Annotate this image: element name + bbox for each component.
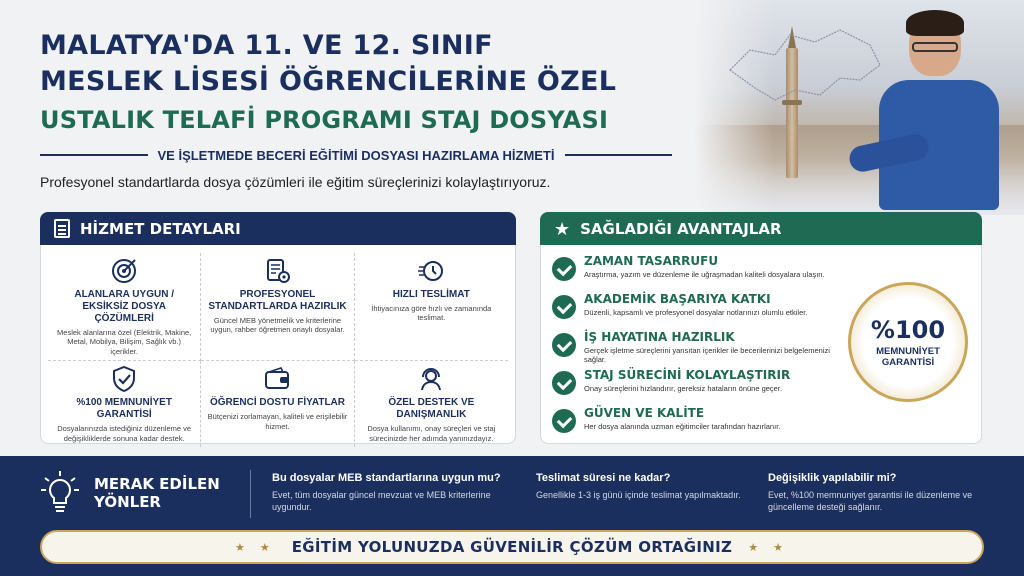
- tagline: Profesyonel standartlarda dosya çözümleri ile eğitim süreçlerinizi kolaylaştırıyoruz.: [40, 174, 551, 190]
- faq-item: [536, 472, 776, 502]
- stars-decoration-right: ★ ★: [748, 541, 789, 554]
- service-desc: Güncel MEB yönetmelik ve kriterlerine uygun, rahber öğretmen onaylı dosyalar.: [210, 316, 345, 335]
- faq-question: Teslimat süresi ne kadar?: [536, 472, 671, 484]
- star-icon: ★: [554, 218, 571, 239]
- service-item: [355, 253, 508, 361]
- faq-divider: [250, 470, 251, 518]
- check-circle-icon: [552, 333, 576, 357]
- service-item: [48, 361, 201, 447]
- faq-item: [272, 472, 512, 513]
- advantage-title: AKADEMİK BAŞARIYA KATKI: [584, 292, 771, 306]
- service-title: ÖZEL DESTEK VE DANIŞMANLIK: [388, 397, 475, 421]
- service-title: HIZLI TESLİMAT: [392, 289, 470, 300]
- title-line-3: USTALIK TELAFİ PROGRAMI STAJ DOSYASI: [40, 106, 609, 134]
- document-gear-icon: [262, 257, 292, 285]
- advantage-item: [552, 368, 842, 406]
- faq-item: [768, 472, 1008, 513]
- services-title: HİZMET DETAYLARI: [80, 219, 241, 238]
- faq-header: [40, 468, 240, 518]
- advantage-desc: Onay süreçlerini hızlandırır, gereksiz hataların önüne geçer.: [584, 384, 783, 393]
- satisfaction-badge: [848, 282, 968, 402]
- advantage-item: [552, 330, 842, 368]
- title-line-1: MALATYA'DA 11. VE 12. SINIF: [40, 30, 493, 61]
- advantage-desc: Her dosya alanında uzman eğitimciler tarafından hazırlanır.: [584, 422, 781, 431]
- document-icon: [54, 219, 70, 238]
- faq-answer: Evet, tüm dosyalar güncel mevzuat ve MEB kriterlerine uygundur.: [272, 490, 491, 512]
- advantage-desc: Düzenli, kapsamlı ve profesyonel dosyalar notlarınızı olumlu etkiler.: [584, 308, 808, 317]
- service-item: [48, 253, 201, 361]
- advantage-title: ZAMAN TASARRUFU: [584, 254, 719, 268]
- advantage-desc: Araştırma, yazım ve düzenleme ile uğraşmadan kaliteli dosyalara ulaşın.: [584, 270, 825, 279]
- service-item: [201, 253, 354, 361]
- lightbulb-icon: [40, 470, 80, 516]
- advantage-title: STAJ SÜRECİNİ KOLAYLAŞTIRIR: [584, 368, 791, 382]
- advantages-header: [540, 212, 982, 245]
- advantage-item: [552, 292, 842, 330]
- divider-line: [565, 154, 673, 156]
- check-circle-icon: [552, 409, 576, 433]
- footer-slogan: EĞİTİM YOLUNUZDA GÜVENİLİR ÇÖZÜM ORTAĞINIZ: [291, 538, 733, 556]
- headset-icon: [416, 365, 446, 393]
- service-title: %100 MEMNUNİYET GARANTİSİ: [76, 397, 172, 421]
- badge-percent: %100: [870, 315, 946, 344]
- footer-slogan-bar: [40, 530, 984, 564]
- fast-clock-icon: [416, 257, 446, 285]
- divider-line: [40, 154, 148, 156]
- service-desc: Dosyalarınızda istediğiniz düzenleme ve değişikliklerde sonuna kadar destek.: [57, 424, 192, 443]
- shield-check-icon: [109, 365, 139, 393]
- service-item: [355, 361, 508, 447]
- service-desc: Meslek alanlarına özel (Elektrik, Makine, Metal, Mobilya, Bilişim, Sağlık vb.) içerikler.: [57, 328, 192, 356]
- services-header: [40, 212, 516, 245]
- advantage-item: [552, 406, 842, 444]
- advantages-title: SAĞLADIĞI AVANTAJLAR: [580, 219, 782, 238]
- faq-question: Bu dosyalar MEB standartlarına uygun mu?: [272, 472, 501, 484]
- subtitle: VE İŞLETMEDE BECERİ EĞİTİMİ DOSYASI HAZIRLAMA HİZMETİ: [157, 147, 555, 163]
- faq-title: MERAK EDİLEN YÖNLER: [94, 475, 220, 511]
- check-circle-icon: [552, 295, 576, 319]
- malatya-map-outline: [720, 20, 890, 110]
- wallet-icon: [262, 365, 292, 393]
- stars-decoration-left: ★ ★: [234, 541, 276, 554]
- advantage-title: İŞ HAYATINA HAZIRLIK: [584, 330, 735, 344]
- faq-question: Değişiklik yapılabilir mi?: [768, 472, 897, 484]
- service-item: [201, 361, 354, 447]
- service-desc: Bütçenizi zorlamayan, kaliteli ve erişilebilir hizmet.: [207, 412, 348, 431]
- faq-answer: Genellikle 1-3 iş günü içinde teslimat yapılmaktadır.: [536, 490, 741, 500]
- service-desc: İhtiyacınıza göre hızlı ve zamanında teslimat.: [371, 304, 492, 323]
- check-circle-icon: [552, 371, 576, 395]
- subtitle-row: [40, 145, 672, 165]
- target-icon: [109, 257, 139, 285]
- services-grid: [48, 253, 508, 443]
- service-title: ÖĞRENCİ DOSTU FİYATLAR: [209, 397, 345, 409]
- check-circle-icon: [552, 257, 576, 281]
- service-desc: Dosya kullanımı, onay süreçleri ve staj sürecinizde her adımda yanınızdayız.: [367, 424, 496, 443]
- faq-answer: Evet, %100 memnuniyet garantisi ile düzenleme ve güncelleme desteği sağlanır.: [768, 490, 973, 512]
- advantage-desc: Gerçek işletme süreçlerini yansıtan içerikler ile becerilerinizi belgelemenizi sağlar.: [584, 346, 830, 364]
- advantage-title: GÜVEN VE KALİTE: [584, 406, 705, 420]
- badge-label: MEMNUNİYET GARANTİSİ: [876, 345, 940, 368]
- advantage-item: [552, 254, 842, 292]
- service-title: ALANLARA UYGUN / EKSİKSİZ DOSYA ÇÖZÜMLERİ: [74, 289, 174, 324]
- title-line-2: MESLEK LİSESİ ÖĞRENCİLERİNE ÖZEL: [40, 66, 617, 97]
- advantages-list: [552, 254, 842, 444]
- service-title: PROFESYONEL STANDARTLARDA HAZIRLIK: [208, 289, 347, 312]
